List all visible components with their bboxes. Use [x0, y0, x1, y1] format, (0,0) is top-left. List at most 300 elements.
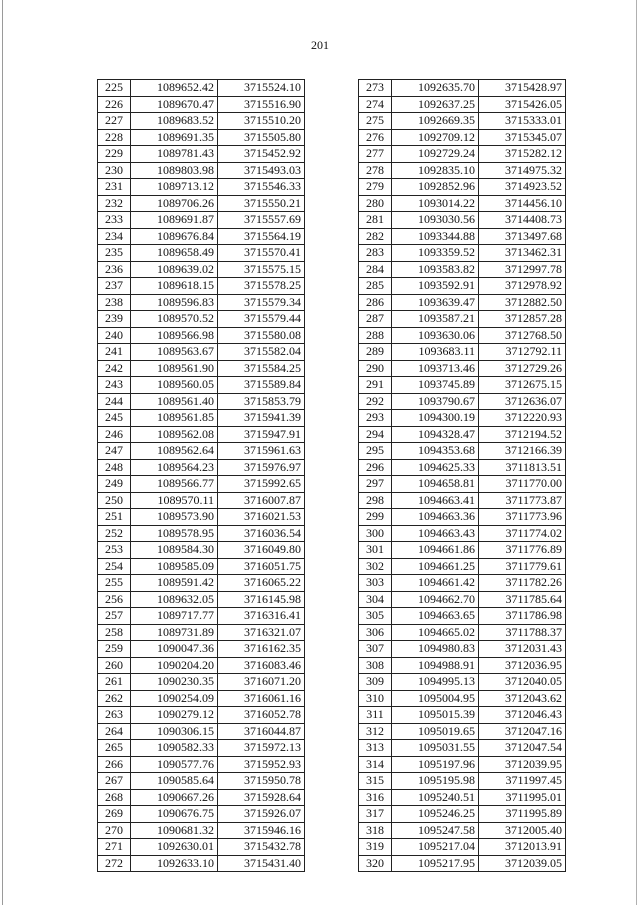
point-number-cell: 261: [98, 674, 131, 691]
y-coordinate-cell: 3714923.52: [479, 179, 566, 196]
x-coordinate-cell: 1094995.13: [392, 674, 479, 691]
x-coordinate-cell: 1089560.05: [131, 377, 218, 394]
table-row: [98, 294, 305, 311]
table-row: [359, 608, 566, 625]
y-coordinate-cell: 3712857.28: [479, 311, 566, 328]
y-coordinate-cell: 3716051.75: [218, 558, 305, 575]
point-number-cell: 306: [359, 624, 392, 641]
point-number-cell: 270: [98, 822, 131, 839]
y-coordinate-cell: 3711995.01: [479, 789, 566, 806]
point-number-cell: 247: [98, 443, 131, 460]
point-number-cell: 235: [98, 245, 131, 262]
x-coordinate-cell: 1089713.12: [131, 179, 218, 196]
y-coordinate-cell: 3712039.95: [479, 756, 566, 773]
x-coordinate-cell: 1093587.21: [392, 311, 479, 328]
y-coordinate-cell: 3711813.51: [479, 459, 566, 476]
x-coordinate-cell: 1089566.77: [131, 476, 218, 493]
x-coordinate-cell: 1094658.81: [392, 476, 479, 493]
x-coordinate-cell: 1090254.09: [131, 690, 218, 707]
x-coordinate-cell: 1089561.85: [131, 410, 218, 427]
table-row: [359, 410, 566, 427]
point-number-cell: 255: [98, 575, 131, 592]
x-coordinate-cell: 1093344.88: [392, 228, 479, 245]
y-coordinate-cell: 3715432.78: [218, 839, 305, 856]
point-number-cell: 244: [98, 393, 131, 410]
x-coordinate-cell: 1092729.24: [392, 146, 479, 163]
y-coordinate-cell: 3716071.20: [218, 674, 305, 691]
x-coordinate-cell: 1092630.01: [131, 839, 218, 856]
x-coordinate-cell: 1090577.76: [131, 756, 218, 773]
table-row: [359, 690, 566, 707]
y-coordinate-cell: 3715546.33: [218, 179, 305, 196]
x-coordinate-cell: 1090204.20: [131, 657, 218, 674]
point-number-cell: 239: [98, 311, 131, 328]
point-number-cell: 248: [98, 459, 131, 476]
table-row: [98, 212, 305, 229]
x-coordinate-cell: 1093583.82: [392, 261, 479, 278]
x-coordinate-cell: 1093713.46: [392, 360, 479, 377]
table-row: [98, 113, 305, 130]
x-coordinate-cell: 1089670.47: [131, 96, 218, 113]
point-number-cell: 284: [359, 261, 392, 278]
y-coordinate-cell: 3712043.62: [479, 690, 566, 707]
x-coordinate-cell: 1095195.98: [392, 773, 479, 790]
point-number-cell: 246: [98, 426, 131, 443]
x-coordinate-cell: 1094661.42: [392, 575, 479, 592]
x-coordinate-cell: 1094663.36: [392, 509, 479, 526]
table-row: [98, 96, 305, 113]
point-number-cell: 251: [98, 509, 131, 526]
x-coordinate-cell: 1089717.77: [131, 608, 218, 625]
table-row: [359, 476, 566, 493]
point-number-cell: 295: [359, 443, 392, 460]
table-row: [359, 740, 566, 757]
point-number-cell: 245: [98, 410, 131, 427]
x-coordinate-cell: 1093592.91: [392, 278, 479, 295]
point-number-cell: 271: [98, 839, 131, 856]
y-coordinate-cell: 3715493.03: [218, 162, 305, 179]
table-row: [359, 195, 566, 212]
y-coordinate-cell: 3711773.96: [479, 509, 566, 526]
table-row: [98, 410, 305, 427]
table-row: [98, 657, 305, 674]
table-row: [98, 311, 305, 328]
x-coordinate-cell: 1095015.39: [392, 707, 479, 724]
x-coordinate-cell: 1089632.05: [131, 591, 218, 608]
y-coordinate-cell: 3712978.92: [479, 278, 566, 295]
y-coordinate-cell: 3715941.39: [218, 410, 305, 427]
point-number-cell: 236: [98, 261, 131, 278]
x-coordinate-cell: 1094663.43: [392, 525, 479, 542]
point-number-cell: 286: [359, 294, 392, 311]
x-coordinate-cell: 1089781.43: [131, 146, 218, 163]
point-number-cell: 315: [359, 773, 392, 790]
x-coordinate-cell: 1095247.58: [392, 822, 479, 839]
point-number-cell: 277: [359, 146, 392, 163]
table-row: [359, 657, 566, 674]
point-number-cell: 291: [359, 377, 392, 394]
table-row: [359, 179, 566, 196]
point-number-cell: 288: [359, 327, 392, 344]
table-row: [98, 674, 305, 691]
x-coordinate-cell: 1089561.40: [131, 393, 218, 410]
point-number-cell: 294: [359, 426, 392, 443]
x-coordinate-cell: 1089803.98: [131, 162, 218, 179]
table-row: [359, 723, 566, 740]
point-number-cell: 313: [359, 740, 392, 757]
y-coordinate-cell: 3711788.37: [479, 624, 566, 641]
point-number-cell: 237: [98, 278, 131, 295]
y-coordinate-cell: 3712220.93: [479, 410, 566, 427]
y-coordinate-cell: 3715333.01: [479, 113, 566, 130]
point-number-cell: 268: [98, 789, 131, 806]
y-coordinate-cell: 3716065.22: [218, 575, 305, 592]
point-number-cell: 311: [359, 707, 392, 724]
table-row: [359, 492, 566, 509]
point-number-cell: 309: [359, 674, 392, 691]
point-number-cell: 259: [98, 641, 131, 658]
table-row: [359, 278, 566, 295]
y-coordinate-cell: 3712194.52: [479, 426, 566, 443]
y-coordinate-cell: 3711997.45: [479, 773, 566, 790]
table-row: [98, 756, 305, 773]
x-coordinate-cell: 1095240.51: [392, 789, 479, 806]
y-coordinate-cell: 3711779.61: [479, 558, 566, 575]
x-coordinate-cell: 1095197.96: [392, 756, 479, 773]
point-number-cell: 300: [359, 525, 392, 542]
point-number-cell: 233: [98, 212, 131, 229]
point-number-cell: 238: [98, 294, 131, 311]
point-number-cell: 272: [98, 855, 131, 872]
table-row: [98, 195, 305, 212]
table-row: [359, 773, 566, 790]
table-row: [359, 261, 566, 278]
x-coordinate-cell: 1094353.68: [392, 443, 479, 460]
x-coordinate-cell: 1089639.02: [131, 261, 218, 278]
point-number-cell: 296: [359, 459, 392, 476]
y-coordinate-cell: 3715557.69: [218, 212, 305, 229]
point-number-cell: 283: [359, 245, 392, 262]
table-row: [98, 690, 305, 707]
point-number-cell: 262: [98, 690, 131, 707]
point-number-cell: 253: [98, 542, 131, 559]
table-row: [98, 525, 305, 542]
x-coordinate-cell: 1095019.65: [392, 723, 479, 740]
x-coordinate-cell: 1093359.52: [392, 245, 479, 262]
y-coordinate-cell: 3712047.54: [479, 740, 566, 757]
point-number-cell: 285: [359, 278, 392, 295]
table-row: [98, 146, 305, 163]
x-coordinate-cell: 1094625.33: [392, 459, 479, 476]
y-coordinate-cell: 3716061.16: [218, 690, 305, 707]
x-coordinate-cell: 1089573.90: [131, 509, 218, 526]
y-coordinate-cell: 3712882.50: [479, 294, 566, 311]
table-row: [98, 822, 305, 839]
table-row: [359, 327, 566, 344]
x-coordinate-cell: 1090681.32: [131, 822, 218, 839]
y-coordinate-cell: 3712675.15: [479, 377, 566, 394]
point-number-cell: 269: [98, 806, 131, 823]
x-coordinate-cell: 1089691.87: [131, 212, 218, 229]
y-coordinate-cell: 3712036.95: [479, 657, 566, 674]
x-coordinate-cell: 1092852.96: [392, 179, 479, 196]
table-row: [98, 278, 305, 295]
x-coordinate-cell: 1094665.02: [392, 624, 479, 641]
table-row: [98, 327, 305, 344]
point-number-cell: 266: [98, 756, 131, 773]
x-coordinate-cell: 1094328.47: [392, 426, 479, 443]
point-number-cell: 252: [98, 525, 131, 542]
y-coordinate-cell: 3715431.40: [218, 855, 305, 872]
x-coordinate-cell: 1090585.64: [131, 773, 218, 790]
table-row: [359, 641, 566, 658]
y-coordinate-cell: 3716316.41: [218, 608, 305, 625]
x-coordinate-cell: 1094661.25: [392, 558, 479, 575]
point-number-cell: 228: [98, 129, 131, 146]
table-row: [359, 575, 566, 592]
table-row: [98, 839, 305, 856]
x-coordinate-cell: 1089618.15: [131, 278, 218, 295]
y-coordinate-cell: 3716036.54: [218, 525, 305, 542]
table-row: [98, 443, 305, 460]
point-number-cell: 301: [359, 542, 392, 559]
x-coordinate-cell: 1089706.26: [131, 195, 218, 212]
table-row: [98, 806, 305, 823]
table-row: [359, 228, 566, 245]
table-row: [359, 822, 566, 839]
x-coordinate-cell: 1090676.75: [131, 806, 218, 823]
table-row: [98, 245, 305, 262]
y-coordinate-cell: 3715578.25: [218, 278, 305, 295]
y-coordinate-cell: 3715580.08: [218, 327, 305, 344]
y-coordinate-cell: 3715972.13: [218, 740, 305, 757]
x-coordinate-cell: 1093014.22: [392, 195, 479, 212]
table-row: [98, 360, 305, 377]
x-coordinate-cell: 1095031.55: [392, 740, 479, 757]
y-coordinate-cell: 3711785.64: [479, 591, 566, 608]
point-number-cell: 298: [359, 492, 392, 509]
x-coordinate-cell: 1092669.35: [392, 113, 479, 130]
table-row: [359, 707, 566, 724]
x-coordinate-cell: 1090047.36: [131, 641, 218, 658]
table-row: [359, 443, 566, 460]
x-coordinate-cell: 1095246.25: [392, 806, 479, 823]
point-number-cell: 273: [359, 80, 392, 97]
point-number-cell: 241: [98, 344, 131, 361]
x-coordinate-cell: 1094663.65: [392, 608, 479, 625]
point-number-cell: 226: [98, 96, 131, 113]
point-number-cell: 305: [359, 608, 392, 625]
scan-edge-left: [2, 0, 3, 905]
coordinate-table-left: [97, 79, 305, 872]
x-coordinate-cell: 1095217.04: [392, 839, 479, 856]
x-coordinate-cell: 1093745.89: [392, 377, 479, 394]
table-row: [98, 591, 305, 608]
table-row: [359, 459, 566, 476]
y-coordinate-cell: 3715505.80: [218, 129, 305, 146]
x-coordinate-cell: 1089591.42: [131, 575, 218, 592]
x-coordinate-cell: 1092637.25: [392, 96, 479, 113]
point-number-cell: 317: [359, 806, 392, 823]
y-coordinate-cell: 3715947.91: [218, 426, 305, 443]
y-coordinate-cell: 3711786.98: [479, 608, 566, 625]
point-number-cell: 297: [359, 476, 392, 493]
table-row: [359, 212, 566, 229]
point-number-cell: 243: [98, 377, 131, 394]
table-row: [359, 344, 566, 361]
point-number-cell: 319: [359, 839, 392, 856]
point-number-cell: 265: [98, 740, 131, 757]
y-coordinate-cell: 3712005.40: [479, 822, 566, 839]
x-coordinate-cell: 1089596.83: [131, 294, 218, 311]
x-coordinate-cell: 1089562.08: [131, 426, 218, 443]
point-number-cell: 279: [359, 179, 392, 196]
y-coordinate-cell: 3715928.64: [218, 789, 305, 806]
point-number-cell: 249: [98, 476, 131, 493]
table-row: [98, 509, 305, 526]
table-row: [359, 426, 566, 443]
table-row: [98, 740, 305, 757]
point-number-cell: 264: [98, 723, 131, 740]
table-row: [359, 311, 566, 328]
point-number-cell: 274: [359, 96, 392, 113]
x-coordinate-cell: 1094662.70: [392, 591, 479, 608]
point-number-cell: 316: [359, 789, 392, 806]
y-coordinate-cell: 3715946.16: [218, 822, 305, 839]
table-row: [359, 360, 566, 377]
x-coordinate-cell: 1093683.11: [392, 344, 479, 361]
x-coordinate-cell: 1090667.26: [131, 789, 218, 806]
y-coordinate-cell: 3714975.32: [479, 162, 566, 179]
y-coordinate-cell: 3715345.07: [479, 129, 566, 146]
y-coordinate-cell: 3712046.43: [479, 707, 566, 724]
y-coordinate-cell: 3712792.11: [479, 344, 566, 361]
y-coordinate-cell: 3712636.07: [479, 393, 566, 410]
point-number-cell: 267: [98, 773, 131, 790]
point-number-cell: 302: [359, 558, 392, 575]
point-number-cell: 304: [359, 591, 392, 608]
y-coordinate-cell: 3712047.16: [479, 723, 566, 740]
point-number-cell: 320: [359, 855, 392, 872]
table-row: [98, 624, 305, 641]
point-number-cell: 310: [359, 690, 392, 707]
point-number-cell: 287: [359, 311, 392, 328]
table-row: [98, 377, 305, 394]
y-coordinate-cell: 3715584.25: [218, 360, 305, 377]
table-row: [98, 129, 305, 146]
table-row: [359, 113, 566, 130]
y-coordinate-cell: 3714456.10: [479, 195, 566, 212]
y-coordinate-cell: 3715952.93: [218, 756, 305, 773]
x-coordinate-cell: 1089564.23: [131, 459, 218, 476]
table-row: [359, 80, 566, 97]
x-coordinate-cell: 1089676.84: [131, 228, 218, 245]
y-coordinate-cell: 3712013.91: [479, 839, 566, 856]
y-coordinate-cell: 3715564.19: [218, 228, 305, 245]
x-coordinate-cell: 1089585.09: [131, 558, 218, 575]
table-row: [359, 855, 566, 872]
table-row: [359, 96, 566, 113]
table-row: [359, 624, 566, 641]
point-number-cell: 230: [98, 162, 131, 179]
x-coordinate-cell: 1089578.95: [131, 525, 218, 542]
x-coordinate-cell: 1089691.35: [131, 129, 218, 146]
y-coordinate-cell: 3715452.92: [218, 146, 305, 163]
table-row: [98, 641, 305, 658]
table-row: [359, 591, 566, 608]
point-number-cell: 290: [359, 360, 392, 377]
table-row: [98, 789, 305, 806]
x-coordinate-cell: 1093790.67: [392, 393, 479, 410]
page-number: 201: [311, 38, 329, 52]
y-coordinate-cell: 3715582.04: [218, 344, 305, 361]
table-row: [98, 723, 305, 740]
y-coordinate-cell: 3715853.79: [218, 393, 305, 410]
y-coordinate-cell: 3715510.20: [218, 113, 305, 130]
table-row: [98, 492, 305, 509]
y-coordinate-cell: 3715426.05: [479, 96, 566, 113]
y-coordinate-cell: 3715992.65: [218, 476, 305, 493]
point-number-cell: 318: [359, 822, 392, 839]
x-coordinate-cell: 1095004.95: [392, 690, 479, 707]
table-row: [98, 608, 305, 625]
x-coordinate-cell: 1094663.41: [392, 492, 479, 509]
y-coordinate-cell: 3715589.84: [218, 377, 305, 394]
y-coordinate-cell: 3711776.89: [479, 542, 566, 559]
y-coordinate-cell: 3716007.87: [218, 492, 305, 509]
point-number-cell: 258: [98, 624, 131, 641]
x-coordinate-cell: 1092633.10: [131, 855, 218, 872]
table-row: [359, 674, 566, 691]
point-number-cell: 280: [359, 195, 392, 212]
table-row: [359, 294, 566, 311]
point-number-cell: 303: [359, 575, 392, 592]
x-coordinate-cell: 1092635.70: [392, 80, 479, 97]
y-coordinate-cell: 3711995.89: [479, 806, 566, 823]
y-coordinate-cell: 3715550.21: [218, 195, 305, 212]
point-number-cell: 240: [98, 327, 131, 344]
table-row: [359, 509, 566, 526]
table-row: [359, 542, 566, 559]
table-row: [359, 245, 566, 262]
scan-edge-right: [636, 0, 637, 905]
x-coordinate-cell: 1089658.49: [131, 245, 218, 262]
x-coordinate-cell: 1094661.86: [392, 542, 479, 559]
point-number-cell: 225: [98, 80, 131, 97]
y-coordinate-cell: 3716083.46: [218, 657, 305, 674]
y-coordinate-cell: 3715524.10: [218, 80, 305, 97]
y-coordinate-cell: 3715961.63: [218, 443, 305, 460]
coordinate-table-right: [358, 79, 566, 872]
point-number-cell: 282: [359, 228, 392, 245]
x-coordinate-cell: 1089570.52: [131, 311, 218, 328]
point-number-cell: 260: [98, 657, 131, 674]
point-number-cell: 234: [98, 228, 131, 245]
table-row: [98, 855, 305, 872]
table-row: [98, 476, 305, 493]
x-coordinate-cell: 1089566.98: [131, 327, 218, 344]
table-row: [98, 228, 305, 245]
x-coordinate-cell: 1094988.91: [392, 657, 479, 674]
y-coordinate-cell: 3711774.02: [479, 525, 566, 542]
point-number-cell: 307: [359, 641, 392, 658]
table-row: [98, 707, 305, 724]
y-coordinate-cell: 3715579.44: [218, 311, 305, 328]
table-row: [359, 789, 566, 806]
table-row: [98, 261, 305, 278]
y-coordinate-cell: 3716044.87: [218, 723, 305, 740]
y-coordinate-cell: 3715516.90: [218, 96, 305, 113]
